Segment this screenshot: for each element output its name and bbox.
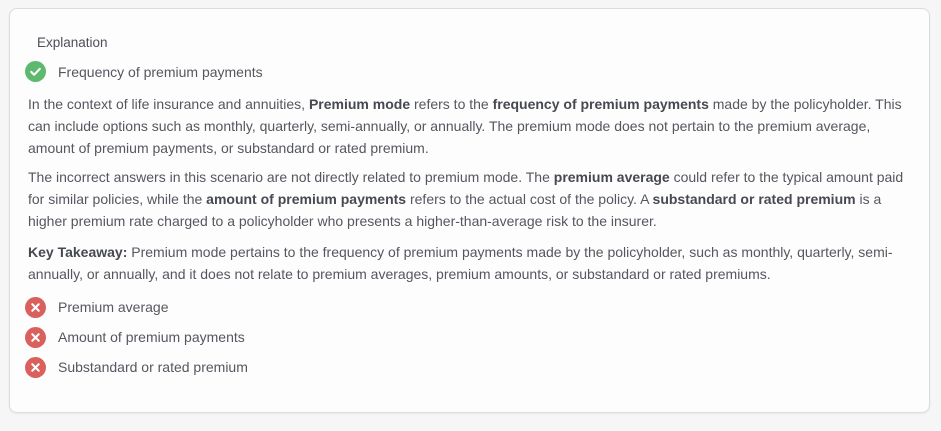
explanation-paragraph-2: The incorrect answers in this scenario are not directly related to premium mode. The premium average could refer to the typical amount paid for similar policies, while the amount of premium payments refers to the actual cost of the policy. A substandard or rated premium is a higher premium rate charged to a policyholder who presents a higher-than-average risk to the insurer.: [28, 169, 904, 229]
incorrect-answer-label: Substandard or rated premium: [58, 359, 248, 375]
incorrect-answer-label: Premium average: [58, 299, 169, 315]
check-circle-icon: [25, 61, 46, 82]
x-circle-icon: [25, 297, 46, 318]
explanation-panel: [9, 8, 930, 413]
panel-title: Explanation: [37, 35, 108, 50]
correct-answer-label: Frequency of premium payments: [58, 63, 263, 80]
explanation-body: [28, 93, 904, 285]
explanation-paragraph-1: In the context of life insurance and annuities, Premium mode refers to the frequency of premium payments made by the policyholder. This can include options such as monthly, quarterly, semi-annually, or annually. The premium mode does not pertain to the premium average, amount of premium payments, or substandard or rated premium.: [28, 96, 902, 156]
correct-answer-row: [25, 61, 905, 82]
x-circle-icon: [25, 327, 46, 348]
incorrect-answer-row: [25, 322, 905, 352]
incorrect-answers-list: [25, 292, 905, 382]
incorrect-answer-row: [25, 292, 905, 322]
x-circle-icon: [25, 357, 46, 378]
incorrect-answer-label: Amount of premium payments: [58, 329, 245, 345]
key-takeaway-paragraph: Key Takeaway: Premium mode pertains to the frequency of premium payments made by the policyholder, such as monthly, quarterly, semi-annually, or annually, and it does not relate to premium averages, premium amounts, or substandard or rated premiums.: [28, 244, 893, 282]
incorrect-answer-row: [25, 352, 905, 382]
